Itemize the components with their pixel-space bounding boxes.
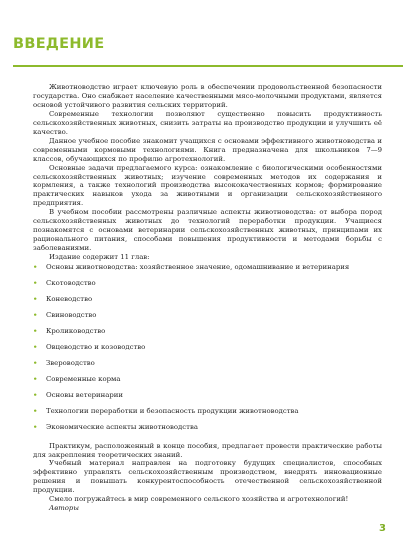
bullet-icon: • [33,374,38,383]
chapter-label: Технологии переработки и безопасность продукции животноводства [46,406,299,415]
bullet-icon: • [33,294,38,303]
page-number: 3 [379,523,386,534]
bullet-icon: • [33,263,38,272]
section-heading: ВВЕДЕНИЕ [13,36,105,52]
bullet-icon: • [33,310,38,319]
bullet-icon: • [33,406,38,415]
chapter-item [33,407,382,416]
chapter-label: Основы ветеринарии [46,390,123,399]
intro-paragraph-1: Животноводство играет ключевую роль в обеспечении продовольственной безопасности государства. Оно снабжает население качественными мясо-молочными продуктами, является основой устойчивого развития сельских территорий. [33,83,382,109]
closing-paragraph-3: Смело погружайтесь в мир современного сельского хозяйства и агротехнологий! [49,495,349,504]
chapter-item [33,359,382,368]
chapter-label: Экономические аспекты животноводства [46,422,198,431]
bullet-icon: • [33,342,38,351]
chapter-label: Свиноводство [46,310,97,319]
authors-signature: Авторы [49,504,79,513]
chapter-label: Овцеводство и козоводство [46,342,146,351]
bullet-icon: • [33,390,38,399]
bullet-icon: • [33,422,38,431]
intro-paragraph-5: В учебном пособии рассмотрены различные аспекты животноводства: от выбора пород сельскохозяйственных животных до технологий переработки продукции. Учащиеся познакомятся с основами ветеринарии сельскохозяйственных животных, принципами их рационального питания, способами повышения продуктивности и методами борьбы с заболеваниями. [33,208,382,253]
chapter-item [33,327,382,336]
chapters-intro: Издание содержит 11 глав: [49,253,150,262]
chapter-item [33,263,382,272]
chapter-item [33,279,382,288]
chapter-item [33,311,382,320]
closing-paragraph-1: Практикум, расположенный в конце пособия, предлагает провести практические работы для закрепления теоретических знаний. [33,441,382,459]
intro-paragraph-4: Основные задачи предлагаемого курса: ознакомление с биологическими особенностями сельскохозяйственных животных; изучение современных методов их содержания и кормления, а также технологий производства высококачественных кормов; формирование практических навыков ухода за животными и организации сельскохозяйственного предприятия. [33,163,382,208]
chapter-list [33,263,382,431]
bullet-icon: • [33,326,38,335]
chapter-item [33,343,382,352]
chapter-item [33,391,382,400]
chapter-label: Скотоводство [46,279,96,288]
intro-paragraph-2: Современные технологии позволяют существенно повысить продуктивность сельскохозяйственных животных, снизить затраты на производство продукции и улучшить её качество. [33,109,382,136]
chapter-label: Звероводство [46,358,95,367]
chapter-label: Основы животноводства: хозяйственное значение, одомашнивание и ветеринария [46,263,350,272]
closing-paragraph-2: Учебный материал направлен на подготовку будущих специалистов, способных эффективно управлять сельскохозяйственным производством, внедрять инновационные решения и повышать конкурентоспособность отечественной сельскохозяйственной продукции. [33,459,382,495]
chapter-label: Современные корма [46,374,121,383]
bullet-icon: • [33,358,38,367]
chapter-label: Кролиководство [46,326,106,335]
chapter-item [33,295,382,304]
chapter-item [33,375,382,384]
page-content [33,83,382,513]
chapter-item [33,423,382,432]
bullet-icon: • [33,279,38,288]
heading-rule [13,65,403,67]
chapter-label: Коневодство [46,294,93,303]
intro-paragraph-3: Данное учебное пособие знакомит учащихся с основами эффективного животноводства и современными кормовыми технологиями. Книга предназначена для школьников 7—9 классов, обучающихся по профилю агротехнологий. [33,136,382,163]
